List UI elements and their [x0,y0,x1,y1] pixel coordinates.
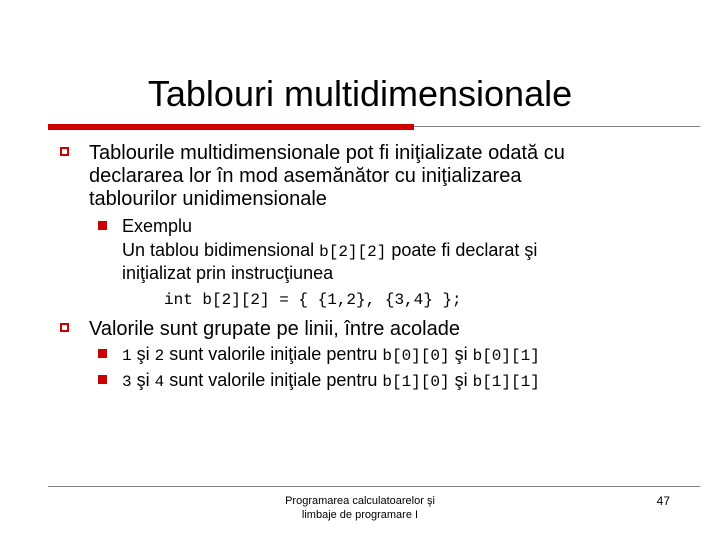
footer-rule [48,486,700,487]
filled-square-bullet-icon [98,349,107,358]
hollow-square-bullet-icon [60,323,69,332]
filled-square-bullet-icon [98,375,107,384]
slide: Tablouri multidimensionale Tablourile multidimensionale pot fi iniţializate odată cu declararea lor în mod asemănător cu iniţializarea tablourilor unidimensionale Exemplu Un tablou bidimensional b[2][2] poate fi declarat şi iniţializat prin instrucţiunea int b[2][2] = { {1,2}, {3,4} }; Valorile sunt grupate pe linii, între acolade 1 şi 2 sunt valorile iniţiale pentru b[0][0] şi b[0][1] 3 şi 4 sunt valorile iniţiale pentru b[1][0] şi b[1][1] Programarea calculatoarelor şi limbaje de programare I 47 [0,0,720,540]
slide-title: Tablouri multidimensionale [147,73,573,114]
filled-square-bullet-icon [98,221,107,230]
page-number: 47 [656,494,670,508]
hollow-square-bullet-icon [60,147,69,156]
title-accent-bar [48,124,414,130]
footer-course-title: Programarea calculatoarelor şi limbaje de programare I [285,495,435,521]
